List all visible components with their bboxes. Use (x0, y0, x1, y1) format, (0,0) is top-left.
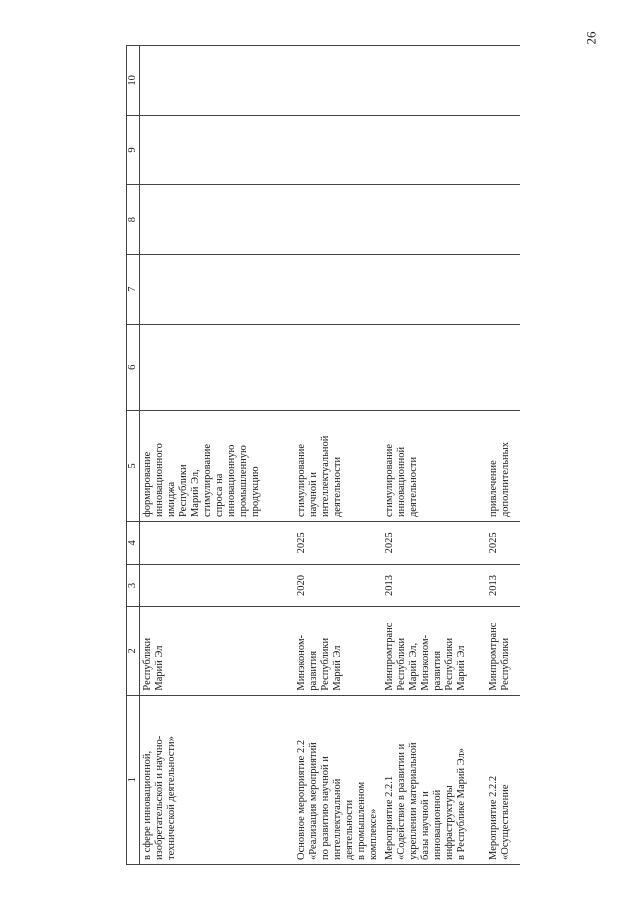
column-header-3: 3 (127, 564, 140, 607)
empty-cell (382, 46, 486, 116)
expected-result: привлечение дополнительных (488, 442, 511, 518)
responsible-executor: Минпромтранс Республики (488, 622, 511, 691)
rotated-table-container (126, 45, 526, 865)
column-header-9: 9 (127, 115, 140, 185)
empty-cell (486, 254, 520, 324)
empty-cell (486, 115, 520, 185)
header-row (127, 46, 140, 865)
column-header-10: 10 (127, 46, 140, 116)
empty-cell (294, 115, 382, 185)
column-header-6: 6 (127, 324, 140, 410)
start-year: 2013 (488, 574, 499, 596)
empty-cell (382, 254, 486, 324)
end-year: 2025 (488, 532, 499, 554)
empty-cell (486, 46, 520, 116)
table-row (140, 46, 295, 865)
empty-cell (382, 115, 486, 185)
column-header-5: 5 (127, 410, 140, 521)
end-year: 2025 (296, 532, 307, 554)
empty-cell (294, 185, 382, 255)
activity-name: Мероприятие 2.2.2 «Осуществление (488, 775, 511, 860)
empty-cell (486, 185, 520, 255)
column-header-2: 2 (127, 607, 140, 695)
activity-name: Мероприятие 2.2.1 «Содействие в развитии и укреплении материальной базы научной и инновационной инфраструктуры в Республике Марий Эл» (384, 742, 467, 860)
table-row (486, 46, 520, 865)
start-year: 2020 (296, 574, 307, 596)
activities-table (126, 45, 520, 865)
activity-name: Основное мероприятие 2.2 «Реализация мероприятий по развитию научной и интеллектуальной деятельности в промышленном комплексе» (296, 739, 379, 860)
responsible-executor: Минэконом- развития Республики Марий Эл (296, 634, 343, 691)
empty-cell (486, 324, 520, 410)
empty-cell (140, 46, 295, 116)
table-row (294, 46, 382, 865)
empty-cell (294, 324, 382, 410)
column-header-1: 1 (127, 695, 140, 864)
empty-cell (140, 254, 295, 324)
column-header-8: 8 (127, 185, 140, 255)
empty-cell (382, 185, 486, 255)
responsible-executor: Минпромтранс Республики Марий Эл, Минэконом- развития Республики Марий Эл (384, 622, 467, 691)
empty-cell (382, 324, 486, 410)
column-header-4: 4 (127, 522, 140, 565)
responsible-executor: Республики Марий Эл (142, 637, 165, 691)
page-number: 26 (583, 31, 599, 45)
empty-cell (140, 324, 295, 410)
expected-result: формирование инновационного имиджа Республики Марий Эл, стимулирование спроса на инновационную промышленную продукцию (142, 443, 261, 518)
column-header-7: 7 (127, 254, 140, 324)
activity-name: в сфере инновационной, изобретательской и научно- технической деятельности» (142, 735, 177, 860)
empty-cell (294, 254, 382, 324)
expected-result: стимулирование инновационной деятельности (384, 443, 419, 518)
empty-cell (140, 185, 295, 255)
end-year: 2025 (384, 532, 395, 554)
empty-cell (294, 46, 382, 116)
start-year: 2013 (384, 574, 395, 596)
expected-result: стимулирование научной и интеллектуальной деятельности (296, 435, 343, 518)
empty-cell (140, 115, 295, 185)
table-row (382, 46, 486, 865)
